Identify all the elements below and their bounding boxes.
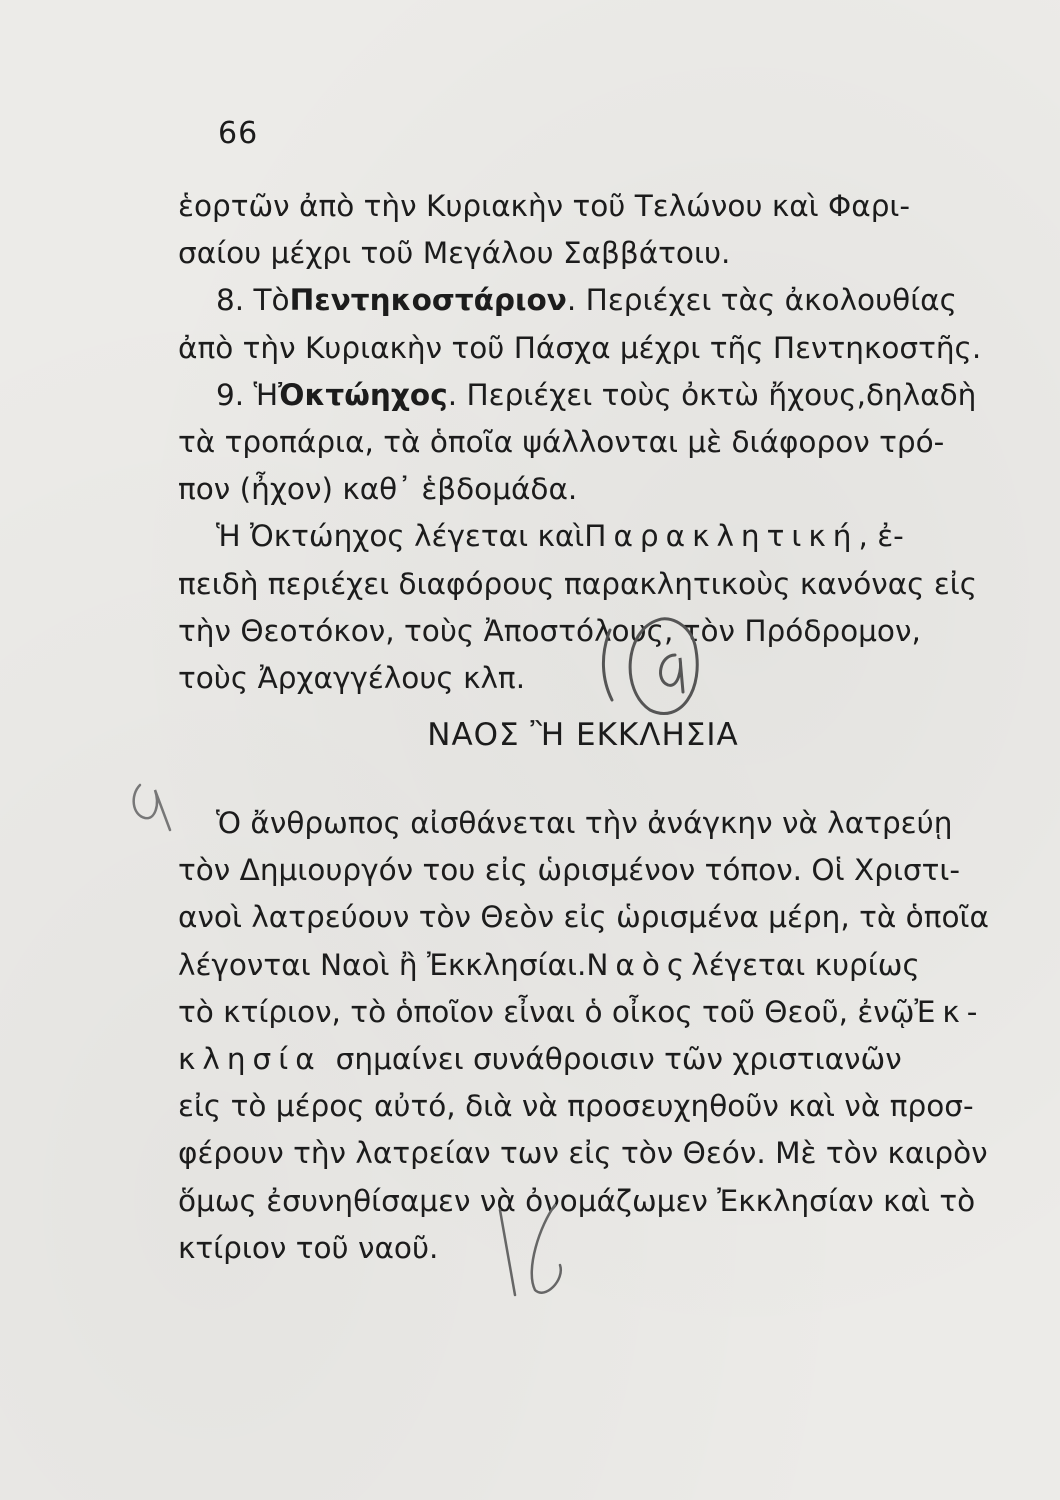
text-block-2 xyxy=(178,800,988,1272)
pencil-annotation-margin xyxy=(100,770,190,850)
text-line: Ἡ Ὀκτώηχος λέγεται καὶ Παρακλητική , ἐ- xyxy=(178,513,988,560)
text-line: τὸ κτίριον, τὸ ὁποῖον εἶναι ὁ οἶκος τοῦ Θεοῦ, ἐνῷ Ἐκ- xyxy=(178,989,988,1036)
section-heading: ΝΑΟΣ Ἢ ΕΚΚΛΗΣΙΑ xyxy=(427,717,739,753)
text-line: κλησία σημαίνει συνάθροισιν τῶν χριστιανῶν xyxy=(178,1036,988,1083)
text-line: φέρουν τὴν λατρείαν των εἰς τὸν Θεόν. Μὲ τὸν καιρὸν xyxy=(178,1136,988,1171)
term-oktoechos: Ὀκτώηχος xyxy=(278,377,448,412)
text-line: 8. Τὸ Πεντηκοστάριον . Περιέχει τὰς ἀκολουθίας xyxy=(178,277,988,324)
text-line: κτίριον τοῦ ναοῦ. xyxy=(178,1230,439,1265)
text-line: πον (ἦχον) καθ᾿ ἑβδομάδα. xyxy=(178,472,578,507)
text-line: ανοὶ λατρεύουν τὸν Θεὸν εἰς ὡρισμένα μέρη, τὰ ὁποῖα xyxy=(178,900,989,935)
term-naos: Ναὸς xyxy=(586,947,692,982)
text-block-1 xyxy=(178,183,988,702)
text-line: τὰ τροπάρια, τὰ ὁποῖα ψάλλονται μὲ διάφορον τρό- xyxy=(178,424,945,459)
text-line: τοὺς Ἀρχαγγέλους κλπ. xyxy=(178,660,526,695)
text-line: ὅμως ἐσυνηθίσαμεν νὰ ὀνομάζωμεν Ἐκκλησίαν καὶ τὸ xyxy=(178,1183,976,1218)
term-ekklesia-end: κλησία xyxy=(178,1041,322,1076)
term-parakletike: Παρακλητική xyxy=(584,519,859,554)
page-number: 66 xyxy=(218,116,259,151)
text-line: 9. Ἡ Ὀκτώηχος . Περιέχει τοὺς ὀκτὼ ἤχους,δηλαδὴ xyxy=(178,372,988,419)
term-pentekostarion: Πεντηκοστάριον xyxy=(289,283,567,318)
term-ekklesia-start: Ἐκ- xyxy=(914,994,985,1029)
text-line: Ὁ ἄνθρωπος αἰσθάνεται τὴν ἀνάγκην νὰ λατρεύῃ xyxy=(216,806,953,840)
text-line: λέγονται Ναοὶ ἢ Ἐκκλησίαι. Ναὸς λέγεται κυρίως xyxy=(178,942,988,989)
text-line: τὴν Θεοτόκον, τοὺς Ἀποστόλους, τὸν Πρόδρομον, xyxy=(178,613,921,648)
text-line: ἑορτῶν ἀπὸ τὴν Κυριακὴν τοῦ Τελώνου καὶ Φαρι- xyxy=(178,189,911,223)
text-line: τὸν Δημιουργόν του εἰς ὡρισμένον τόπον. Οἱ Χριστι- xyxy=(178,853,961,888)
text-line: πειδὴ περιέχει διαφόρους παρακλητικοὺς κανόνας εἰς xyxy=(178,566,978,601)
text-line: εἰς τὸ μέρος αὐτό, διὰ νὰ προσευχηθοῦν καὶ νὰ προσ- xyxy=(178,1089,974,1124)
text-line: ἀπὸ τὴν Κυριακὴν τοῦ Πάσχα μέχρι τῆς Πεντηκοστῆς. xyxy=(178,330,982,365)
text-line: σαίου μέχρι τοῦ Μεγάλου Σαββάτοιυ. xyxy=(178,236,731,271)
